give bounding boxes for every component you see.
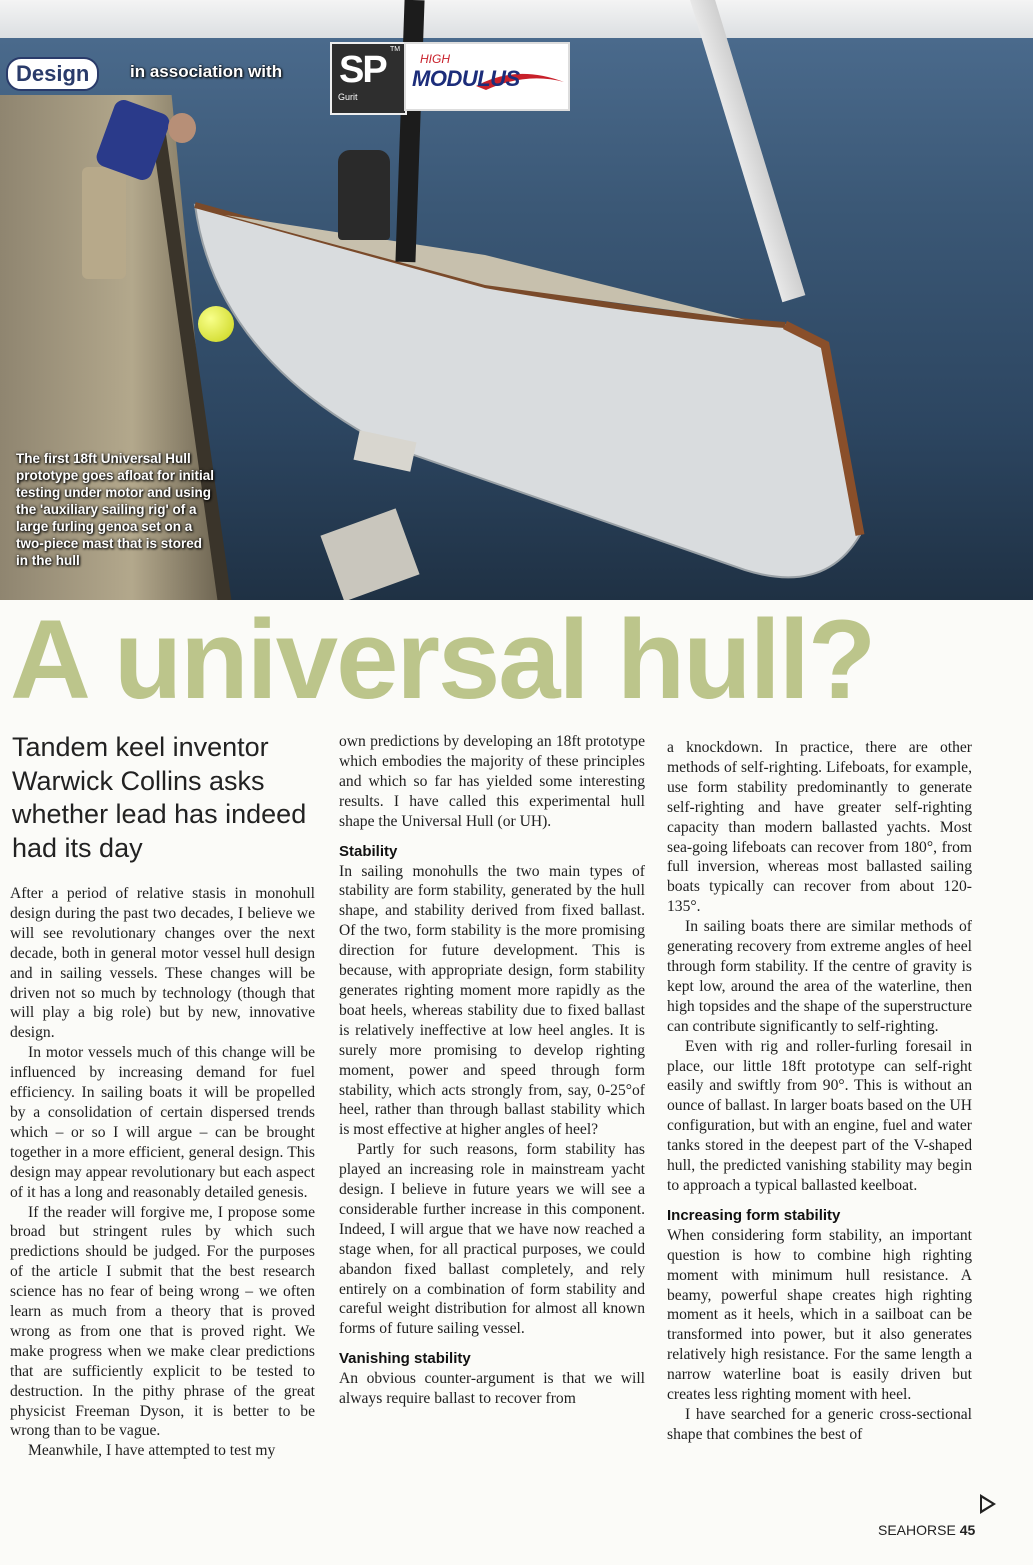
paragraph: own predictions by developing an 18ft prototype which embodies the majority of these principles and which so far has yielded some interesting results. I have called this experimental hull shape the Universal Hull (or UH). (339, 733, 645, 830)
outboard-motor (338, 150, 390, 240)
association-label: in association with (130, 62, 283, 81)
sp-logo-text: SP (339, 49, 386, 91)
paragraph: a knockdown. In practice, there are other methods of self-righting. Lifeboats, for example, use form stability predominantly to generate self-righting and have greater self-righting capacity than modern ballasted yachts. Most sea-going lifeboats can recover from 180°, from full inversion, whereas most ballasted sailing boats typically can recover from about 120-135°. (667, 739, 972, 916)
paragraph: An obvious counter-argument is that we will always require ballast to recover from (339, 1370, 645, 1408)
column-2 (339, 732, 645, 1409)
man-on-pontoon (82, 95, 192, 285)
paragraph: Even with rig and roller-furling foresail in place, our little 18ft prototype can self-right easily and swiftly from 90°. This is without an ounce of ballast. In larger boats based on the UH configuration, but with an engine, fuel and water tanks stored in the deepest part of the V-shaped hull, the predicted vanishing stability may begin to approach a typical ballasted keelboat. (667, 1037, 972, 1194)
magazine-name: SEAHORSE (878, 1522, 956, 1538)
article-headline: A universal hull? (10, 597, 875, 722)
sp-gurit-logo (330, 42, 407, 115)
paragraph: In sailing boats there are similar methods of generating recovery from extreme angles of heel through form stability. If the centre of gravity is kept low, around the area of the waterline, then high topsides and the shape of the superstructure can contribute significantly to self-righting. (667, 918, 972, 1035)
photo-caption: The first 18ft Universal Hull prototype goes afloat for initial testing under motor and using the 'auxiliary sailing rig' of a large furling genoa set on a two-piece mast that is stored in the hull (16, 451, 215, 568)
subheading-vanishing-stability: Vanishing stability (339, 1350, 471, 1368)
hm-logo-text: MODULUS (412, 66, 520, 91)
paragraph: Meanwhile, I have attempted to test my (28, 1442, 276, 1460)
subheading-stability: Stability (339, 842, 398, 860)
paragraph: In motor vessels much of this change will be influenced by increasing demand for fuel efficiency. In sailing boats it will be propelled by a consolidation of certain dispersed trends which – or so I will argue – can be brought together in a more efficient, general design. This design may appear revolutionary but each aspect of it has a long and reasonably detailed genesis. (10, 1044, 315, 1201)
paragraph: In sailing monohulls the two main types of stability are form stability, generated by the hull shape, and stability derived from fixed ballast. Of the two, form stability is the more promising direction for future development. This is because, with appropriate design, form stability generates righting moment more rapidly as the boat heels, whereas stability due to fixed ballast is relatively ineffective at low heel angles. It is surely more promising to develop righting moment, power and speed through form stability, which acts strongly from, say, 0-25°of heel, rather than through ballast stability which is most effective at higher angles of heel? (339, 862, 645, 1139)
paragraph: I have searched for a generic cross-sectional shape that combines the best of (667, 1406, 972, 1443)
trademark-mark: TM (390, 46, 401, 53)
standfirst: Tandem keel inventor Warwick Collins asks whether lead has indeed had its day (12, 732, 307, 863)
paragraph: Partly for such reasons, form stability has played an increasing role in mainstream yacht design. I believe in future years we will see a considerable further increase in this component. Indeed, I will argue that we have now reached a stage when, for all practical purposes, we could abandon fixed ballast completely, and rely entirely on a combination of form stability and careful weight distribution for almost all known forms of future sailing vessel. (339, 1141, 645, 1338)
paragraph: If the reader will forgive me, I propose some broad but stringent rules by which such predictions should be judged. For the purposes of the article I submit that the best research science has no fear of being wrong – we often learn as much from a theory that is proved wrong as from one that is proved right. We make progress when we make clear predictions that are sufficiently explicit to be tested to destruction. In the pithy phrase of the great physicist Freeman Dyson, it is better to be wrong than to be vague. (10, 1203, 315, 1440)
paragraph: After a period of relative stasis in monohull design during the past two decades, I believe we will see revolutionary changes over the next decade, both in general motor vessel hull design and in sailing vessels. These changes will be driven not so much by technology (though that will play a big role) but by new, innovative design. (10, 885, 315, 1042)
column-3 (667, 738, 972, 1445)
page-folio (878, 1522, 975, 1538)
subheading-increasing-form-stability: Increasing form stability (667, 1206, 841, 1224)
paragraph: When considering form stability, an important question is how to combine high righting moment with minimum hull resistance. A beamy, powerful shape creates high righting moment as it heels, which in a sailboat can be transformed into power, but it also generates relatively high resistance. For the same length a narrow waterline boat is easily driven but creates less righting moment with heel. (667, 1226, 972, 1404)
high-modulus-logo (404, 42, 570, 111)
continue-arrow-icon-inner (982, 1498, 992, 1510)
sky (0, 0, 1033, 38)
sp-logo-sub: Gurit (338, 92, 358, 102)
hm-logo-high: HIGH (420, 52, 450, 66)
yellow-buoy (198, 306, 234, 342)
column-1 (10, 884, 315, 1461)
section-tag: Design (6, 57, 99, 91)
page-number: 45 (959, 1522, 976, 1538)
